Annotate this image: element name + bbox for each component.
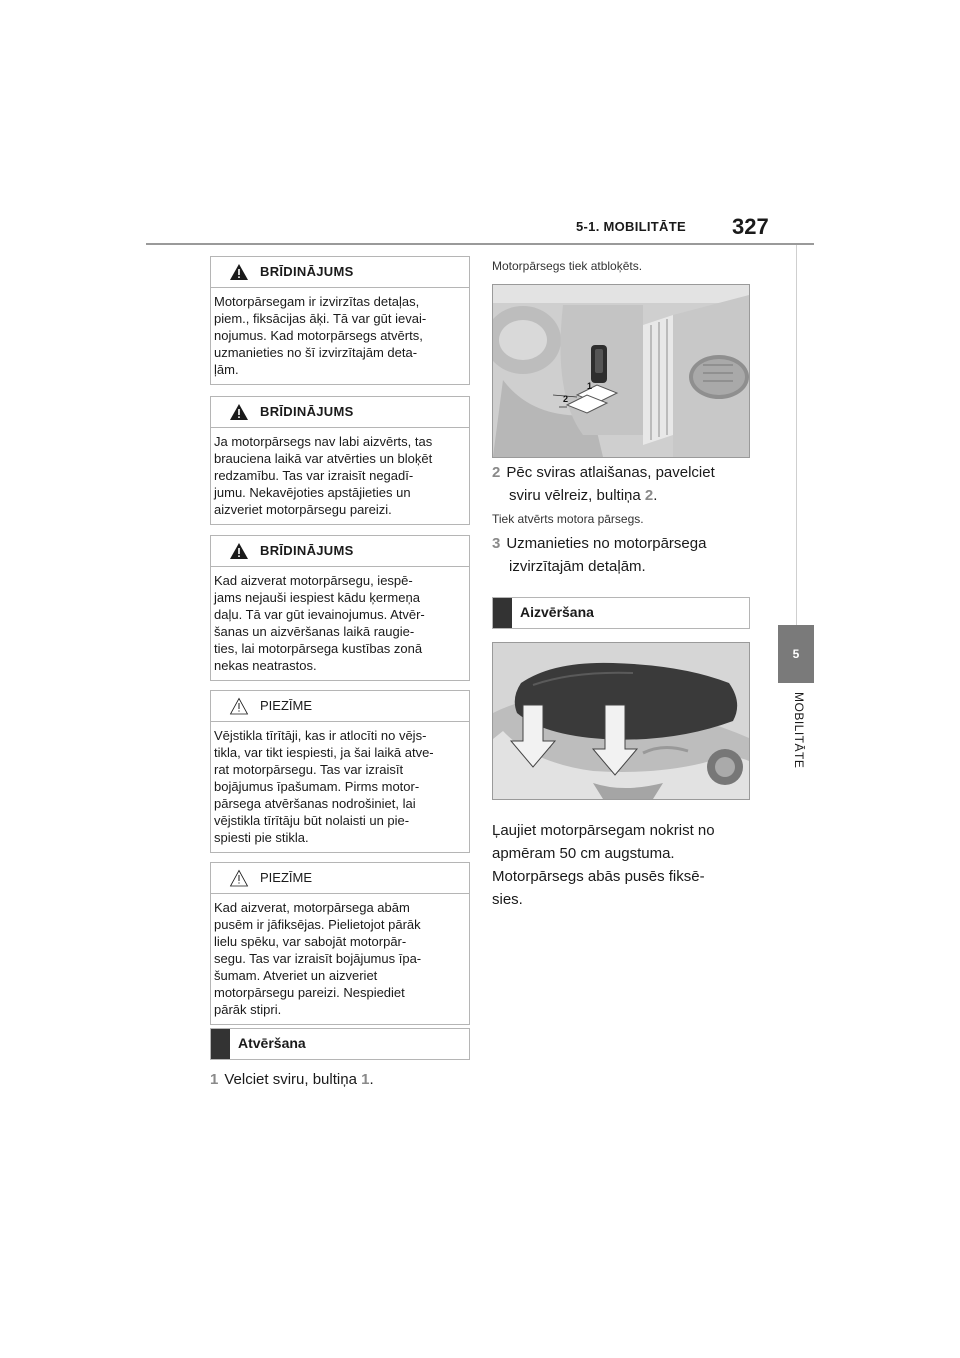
text-line: piem., fiksācijas āķi. Tā var gūt ievai-: [214, 311, 427, 326]
closing-paragraph-1: [492, 819, 715, 865]
text-line: redzamību. Tas var izraisīt negadī-: [214, 468, 414, 483]
page-number: 327: [732, 214, 769, 239]
warning-box: [210, 256, 470, 385]
warning-icon: [229, 542, 249, 560]
hood-illustration: [493, 643, 749, 799]
notice-icon: [229, 697, 249, 715]
warning-header: [211, 397, 469, 428]
step-end: .: [653, 487, 658, 504]
text-line: nekas neatrastos.: [214, 658, 317, 673]
warning-text: [211, 288, 469, 384]
warning-text: [211, 567, 469, 680]
caption-opened: Tiek atvērts motora pārsegs.: [492, 512, 644, 526]
text-line: brauciena laikā var atvērties un bloķēt: [214, 451, 433, 466]
text-line: šanas un aizvēršanas laikā raugie-: [214, 624, 415, 639]
text-line: jams nejauši iespiest kādu ķermeņa: [214, 590, 420, 605]
text-line: pusēm ir jāfiksējas. Pielietojot pārāk: [214, 917, 421, 932]
section-marker: [493, 598, 512, 628]
text-line: tikla, var tikt iespiesti, ja šai laikā atve-: [214, 745, 434, 760]
text-line: rat motorpārsegu. Tas var izraisīt: [214, 762, 404, 777]
notice-box: [210, 862, 470, 1025]
step-text: Pēc sviras atlaišanas, pavelciet: [506, 464, 715, 481]
lever-illustration: [493, 285, 749, 457]
step-number: 2: [492, 464, 501, 481]
text-line: lielu spēku, var sabojāt motorpār-: [214, 934, 407, 949]
warning-header: [211, 257, 469, 288]
text-line: segu. Tas var izraisīt bojājumus īpa-: [214, 951, 422, 966]
section-header-closing: [492, 597, 750, 629]
section-title: 5-1. MOBILITĀTE: [576, 219, 686, 234]
section-title-closing: Aizvēršana: [520, 604, 594, 620]
notice-icon: [229, 869, 249, 887]
text-line: Kad aizverat, motorpārsega abām: [214, 900, 410, 915]
warning-icon: [229, 403, 249, 421]
warning-title: BRĪDINĀJUMS: [260, 543, 354, 558]
notice-box: [210, 690, 470, 853]
text-line: Ja motorpārsegs nav labi aizvērts, tas: [214, 434, 433, 449]
text-line: Motorpārsegs abās pusēs fiksē-: [492, 868, 705, 885]
text-line: daļu. Tā var gūt ievainojumus. Atvēr-: [214, 607, 425, 622]
notice-header: [211, 863, 469, 894]
warning-box: [210, 396, 470, 525]
text-line: ļām.: [214, 362, 239, 377]
text-line: aizveriet motorpārsegu pareizi.: [214, 502, 392, 517]
step-end: .: [369, 1071, 374, 1088]
arrow-label-1: 1: [587, 381, 593, 391]
arrow-ref: 2: [644, 487, 654, 504]
header-divider: [146, 243, 814, 245]
hood-release-lever-image: [492, 284, 750, 458]
chapter-label: MOBILITĀTE: [792, 692, 806, 769]
text-line: pārāk stipri.: [214, 1002, 282, 1017]
text-line: Motorpārsegam ir izvirzītas detaļas,: [214, 294, 420, 309]
text-line: motorpārsegu pareizi. Nespiediet: [214, 985, 405, 1000]
text-line: spiesti pie stikla.: [214, 830, 309, 845]
step-1: [210, 1068, 374, 1091]
warning-text: [211, 428, 469, 524]
text-line: nojumus. Kad motorpārsegs atvērts,: [214, 328, 423, 343]
text-line: sies.: [492, 891, 523, 908]
closing-paragraph-2: [492, 865, 705, 911]
text-line: Kad aizverat motorpārsegu, iespē-: [214, 573, 413, 588]
text-line: apmēram 50 cm augstuma.: [492, 845, 675, 862]
text-line: ties, lai motorpārsega kustības zonā: [214, 641, 423, 656]
warning-title: BRĪDINĀJUMS: [260, 264, 354, 279]
notice-title: PIEZĪME: [260, 698, 313, 713]
step-3: [492, 532, 706, 578]
warning-box: [210, 535, 470, 681]
sidebar-divider: [796, 245, 797, 625]
closing-hood-image: [492, 642, 750, 800]
text-line: Ļaujiet motorpārsegam nokrist no: [492, 822, 715, 839]
text-line: Vējstikla tīrītāji, kas ir atlocīti no vējs-: [214, 728, 427, 743]
warning-header: [211, 536, 469, 567]
section-header-opening: [210, 1028, 470, 1060]
step-2: [492, 461, 715, 507]
step-number: 3: [492, 535, 501, 552]
notice-text: [211, 722, 469, 852]
step-text: sviru vēlreiz, bultiņa: [509, 487, 645, 504]
chapter-tab[interactable]: 5: [778, 625, 814, 683]
notice-title: PIEZĪME: [260, 870, 313, 885]
text-line: jumu. Nekavējoties apstājieties un: [214, 485, 411, 500]
text-line: vējstikla tīrītāju būt nolaisti un pie-: [214, 813, 410, 828]
notice-header: [211, 691, 469, 722]
arrow-ref: 1: [361, 1071, 370, 1088]
text-line: pārsega atvēršanas nodrošiniet, lai: [214, 796, 416, 811]
notice-text: [211, 894, 469, 1024]
text-line: uzmanieties no šī izvirzītajām deta-: [214, 345, 418, 360]
text-line: šumam. Atveriet un aizveriet: [214, 968, 378, 983]
step-text: Uzmanieties no motorpārsega: [506, 535, 707, 552]
section-title-opening: Atvēršana: [238, 1035, 306, 1051]
warning-icon: [229, 263, 249, 281]
step-number: 1: [210, 1071, 219, 1088]
step-text: izvirzītajām detaļām.: [509, 558, 646, 575]
warning-title: BRĪDINĀJUMS: [260, 404, 354, 419]
section-marker: [211, 1029, 230, 1059]
arrow-label-2: 2: [563, 394, 569, 404]
text-line: bojājumus īpašumam. Pirms motor-: [214, 779, 420, 794]
step-text: Velciet sviru, bultiņa: [224, 1071, 362, 1088]
caption-unlocked: Motorpārsegs tiek atbloķēts.: [492, 259, 643, 273]
